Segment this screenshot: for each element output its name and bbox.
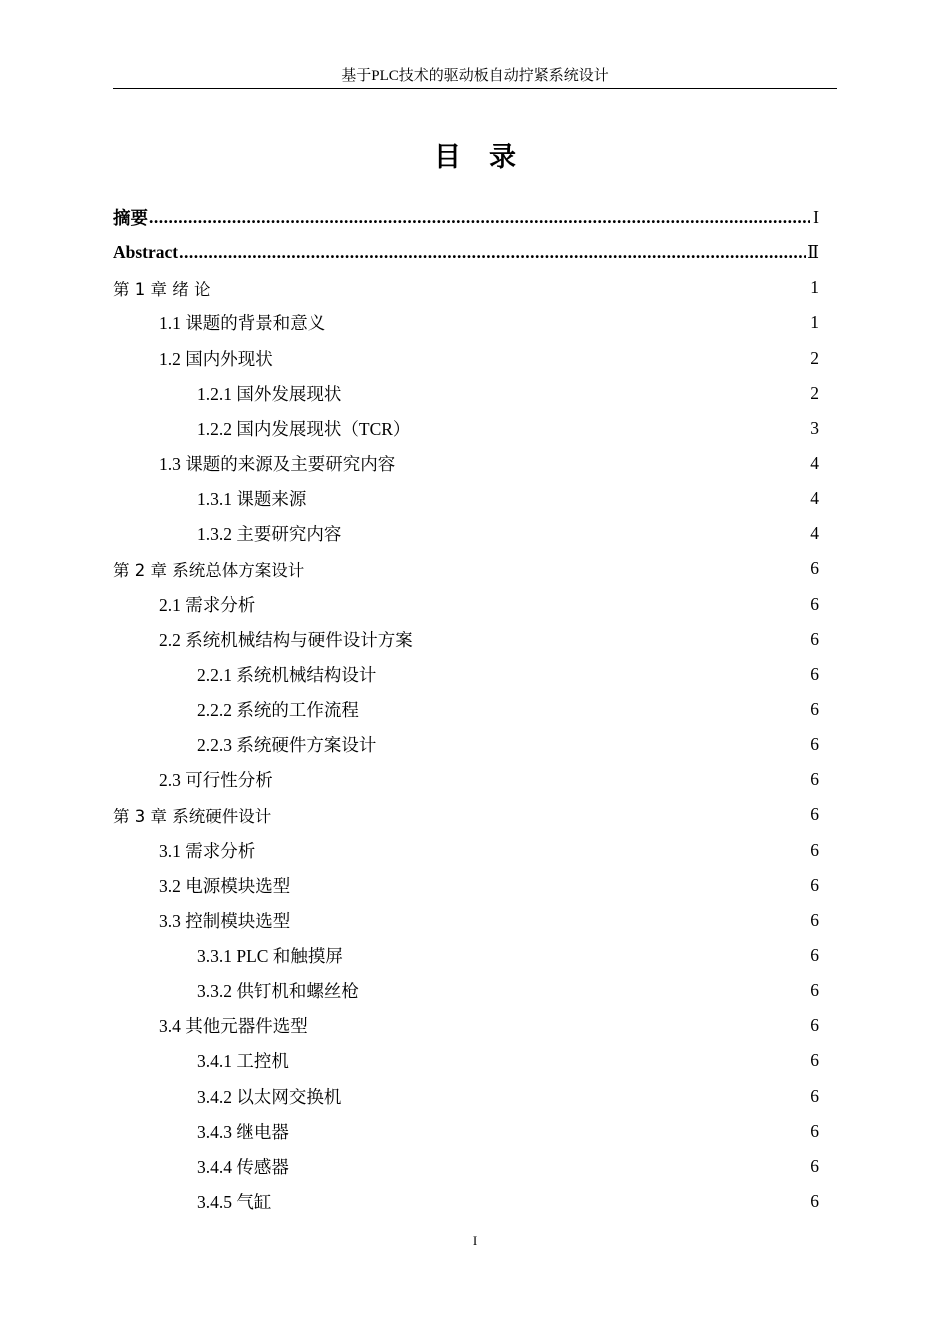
toc-entry[interactable] [113,622,819,657]
toc-entry-page: 6 [810,699,819,720]
toc-entry-page: 6 [810,909,819,930]
toc-entry-page: 6 [810,1155,819,1176]
toc-entry[interactable] [113,1149,819,1184]
toc-entry[interactable] [113,903,819,938]
page-number: I [472,1233,478,1248]
toc-entry[interactable] [113,797,819,832]
toc-entry[interactable] [113,235,819,270]
toc-entry-page: Ⅱ [807,242,819,263]
toc-entry-label: 1.2.1 国外发展现状 [197,383,342,404]
toc-entry[interactable] [113,762,819,797]
toc-entry[interactable] [113,376,819,411]
toc-entry-label: 2.3 可行性分析 [159,770,273,791]
toc-entry-page: 6 [810,1015,819,1036]
toc-dot-leader [179,244,806,262]
toc-entry-label: 3.4.4 传感器 [197,1156,289,1177]
toc-entry-label: 3.3 控制模块选型 [159,910,291,931]
toc-entry[interactable] [113,692,819,727]
toc-entry[interactable] [113,1008,819,1043]
toc-entry-label: 1.3.2 主要研究内容 [197,524,342,545]
toc-entry-label: 2.1 需求分析 [159,594,256,615]
toc-entry-label: 2.2.1 系统机械结构设计 [197,664,377,685]
toc-entry-page: 4 [810,523,819,544]
toc-entry-page: 6 [810,1050,819,1071]
toc-entry-label: 3.4.3 继电器 [197,1121,289,1142]
header-rule [113,88,837,89]
toc-entry-label: 2.2.2 系统的工作流程 [197,700,359,721]
toc-entry-label: 1.2.2 国内发展现状（TCR） [197,418,411,439]
toc-title [0,140,950,176]
toc-entry[interactable] [113,551,819,586]
toc-entry[interactable] [113,305,819,340]
toc-entry-page: 6 [810,874,819,895]
toc-entry-label: 3.4 其他元器件选型 [159,1016,308,1037]
toc-entry-label: 摘要 [113,208,148,229]
toc-entry-page: 6 [810,734,819,755]
toc-entry-label: 3.4.1 工控机 [197,1051,289,1072]
toc-entry[interactable] [113,481,819,516]
toc-entry[interactable] [113,446,819,481]
toc-entry-page: 2 [810,347,819,368]
toc-entry[interactable] [113,1184,819,1219]
toc-entry-page: 6 [810,1120,819,1141]
toc-entry-page: 6 [810,593,819,614]
toc-entry-label: 1.1 课题的背景和意义 [159,313,326,334]
toc-entry-page: 1 [810,312,819,333]
toc-entry[interactable] [113,1043,819,1078]
toc-dot-leader [149,209,810,227]
toc-entry-label: 3.4.5 气缸 [197,1192,272,1212]
toc-entry[interactable] [113,516,819,551]
toc-entry[interactable] [113,938,819,973]
toc-entry-label: 第 3 章 系统硬件设计 [113,806,272,826]
toc-entry-label: 3.4.2 以太网交换机 [197,1086,342,1107]
toc-entry[interactable] [113,727,819,762]
toc-entry-page: 6 [810,628,819,649]
toc-entry-page: 4 [810,453,819,474]
toc-entry-label: 2.2 系统机械结构与硬件设计方案 [159,629,413,650]
toc-entry-label: 第 2 章 系统总体方案设计 [113,560,305,580]
toc-entry-page: 4 [810,488,819,509]
toc-entry-label: 1.2 国内外现状 [159,348,273,369]
toc-entry[interactable] [113,341,819,376]
toc-entry[interactable] [113,200,819,235]
toc-entry-page: 6 [810,980,819,1001]
toc-entry[interactable] [113,973,819,1008]
table-of-contents [113,200,819,1219]
toc-entry-page: 6 [810,945,819,966]
toc-title-text: 目录 [434,142,544,173]
toc-entry[interactable] [113,1079,819,1114]
toc-entry-label: Abstract [113,242,179,263]
toc-entry-label: 2.2.3 系统硬件方案设计 [197,735,377,756]
toc-entry[interactable] [113,587,819,622]
toc-entry-page: 2 [810,382,819,403]
toc-entry-page: 6 [810,769,819,790]
toc-entry-label: 1.3.1 课题来源 [197,489,307,510]
toc-entry[interactable] [113,411,819,446]
toc-entry[interactable] [113,833,819,868]
toc-entry-page: 6 [810,804,819,825]
toc-entry-label: 3.2 电源模块选型 [159,875,291,896]
toc-entry[interactable] [113,657,819,692]
toc-entry-label: 3.3.1 PLC 和触摸屏 [197,946,343,967]
toc-entry-page: I [813,207,819,228]
toc-entry-label: 3.1 需求分析 [159,840,256,861]
toc-entry-label: 3.3.2 供钉机和螺丝枪 [197,981,359,1002]
toc-entry-page: 3 [810,417,819,438]
toc-entry-page: 6 [810,663,819,684]
toc-entry-page: 6 [810,558,819,579]
toc-entry[interactable] [113,1114,819,1149]
toc-entry-label: 1.3 课题的来源及主要研究内容 [159,454,396,475]
toc-entry-label: 第 1 章 绪 论 [113,279,211,299]
toc-entry-page: 6 [810,839,819,860]
toc-entry-page: 1 [810,277,819,298]
toc-entry[interactable] [113,270,819,305]
toc-entry-page: 6 [810,1085,819,1106]
toc-entry[interactable] [113,868,819,903]
page-header: 基于PLC技术的驱动板自动拧紧系统设计 [341,68,609,84]
toc-entry-page: 6 [810,1191,819,1211]
